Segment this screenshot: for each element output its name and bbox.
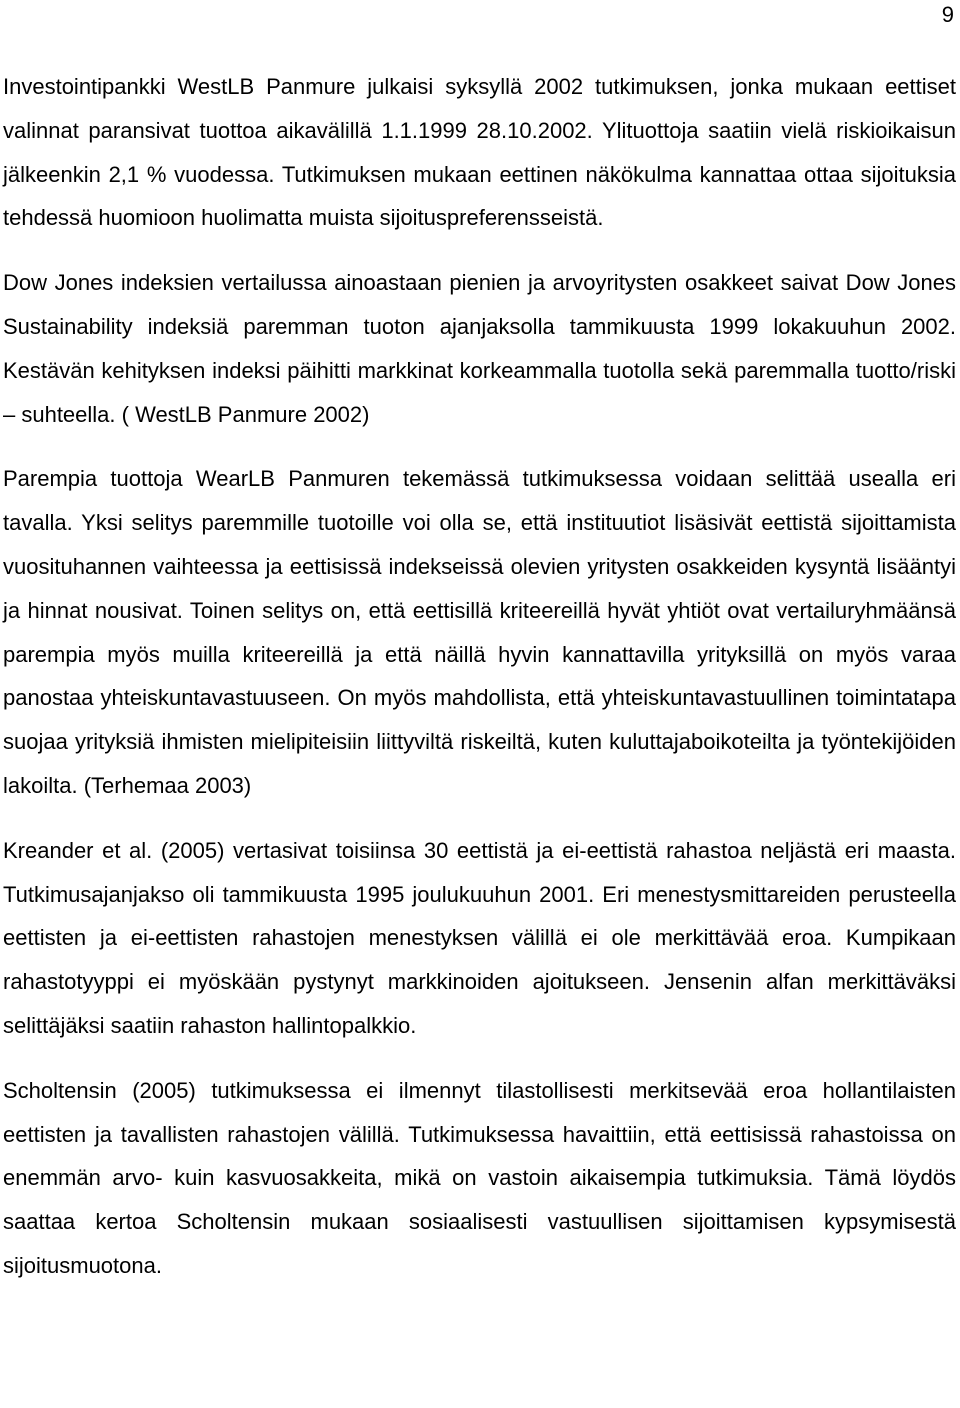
paragraph-explanations: Parempia tuottoja WearLB Panmuren tekemässä tutkimuksessa voidaan selittää usealla eri tavalla. Yksi selitys paremmille tuotoille voi olla se, että instituutiot lisäsivät eettistä sijoittamista vuosituhannen vaihteessa ja eettisissä indekseissä olevien yritysten osakkeiden kysyntä lisääntyi ja hinnat nousivat. Toinen selitys on, että eettisillä kriteereillä hyvät yhtiöt ovat vertailuryhmäänsä parempia myös muilla kriteereillä ja että näillä hyvin kannattavilla yrityksillä on myös varaa panostaa yhteiskuntavastuuseen. On myös mahdollista, että yhteiskuntavastuullinen toimintatapa suojaa yrityksiä ihmisten mielipiteisiin liittyviltä riskeiltä, kuten kuluttajaboikoteilta ja työntekijöiden lakoilta. (Terhemaa 2003) — [3, 466, 956, 798]
document-body — [3, 65, 956, 1288]
paragraph-westlb-study: Investointipankki WestLB Panmure julkaisi syksyllä 2002 tutkimuksen, jonka mukaan eettiset valinnat paransivat tuottoa aikavälillä 1.1.1999 28.10.2002. Ylituottoja saatiin vielä riskioikaisun jälkeenkin 2,1 % vuodessa. Tutkimuksen mukaan eettinen näkökulma kannattaa ottaa sijoituksia tehdessä huomioon huolimatta muista sijoituspreferensseistä. — [3, 74, 956, 231]
paragraph-scholtens: Scholtensin (2005) tutkimuksessa ei ilmennyt tilastollisesti merkitsevää eroa hollantilaisten eettisten ja tavallisten rahastojen välillä. Tutkimuksessa havaittiin, että eettisissä rahastoissa on enemmän arvo- kuin kasvuosakkeita, mikä on vastoin aikaisempia tutkimuksia. Tämä löydös saattaa kertoa Scholtensin mukaan sosiaalisesti vastuullisen sijoittamisen kypsymisestä sijoitusmuotona. — [3, 1077, 956, 1278]
page-number: 9 — [941, 2, 954, 27]
paragraph-kreander: Kreander et al. (2005) vertasivat toisiinsa 30 eettistä ja ei-eettistä rahastoa neljästä eri maasta. Tutkimusajanjakso oli tammikuusta 1995 joulukuuhun 2001. Eri menestysmittareiden perusteella eettisten ja ei-eettisten rahastojen menestyksen välillä ei ole merkittävää eroa. Kumpikaan rahastotyyppi ei myöskään pystynyt markkinoiden ajoitukseen. Jensenin alfan merkittäväksi selittäjäksi saatiin rahaston hallintopalkkio. — [3, 837, 956, 1038]
paragraph-dow-jones: Dow Jones indeksien vertailussa ainoastaan pienien ja arvoyritysten osakkeet saivat Dow Jones Sustainability indeksiä paremman tuoton ajanjaksolla tammikuusta 1999 lokakuuhun 2002. Kestävän kehityksen indeksi päihitti markkinat korkeammalla tuotolla sekä paremmalla tuotto/riski – suhteella. ( WestLB Panmure 2002) — [3, 270, 956, 427]
